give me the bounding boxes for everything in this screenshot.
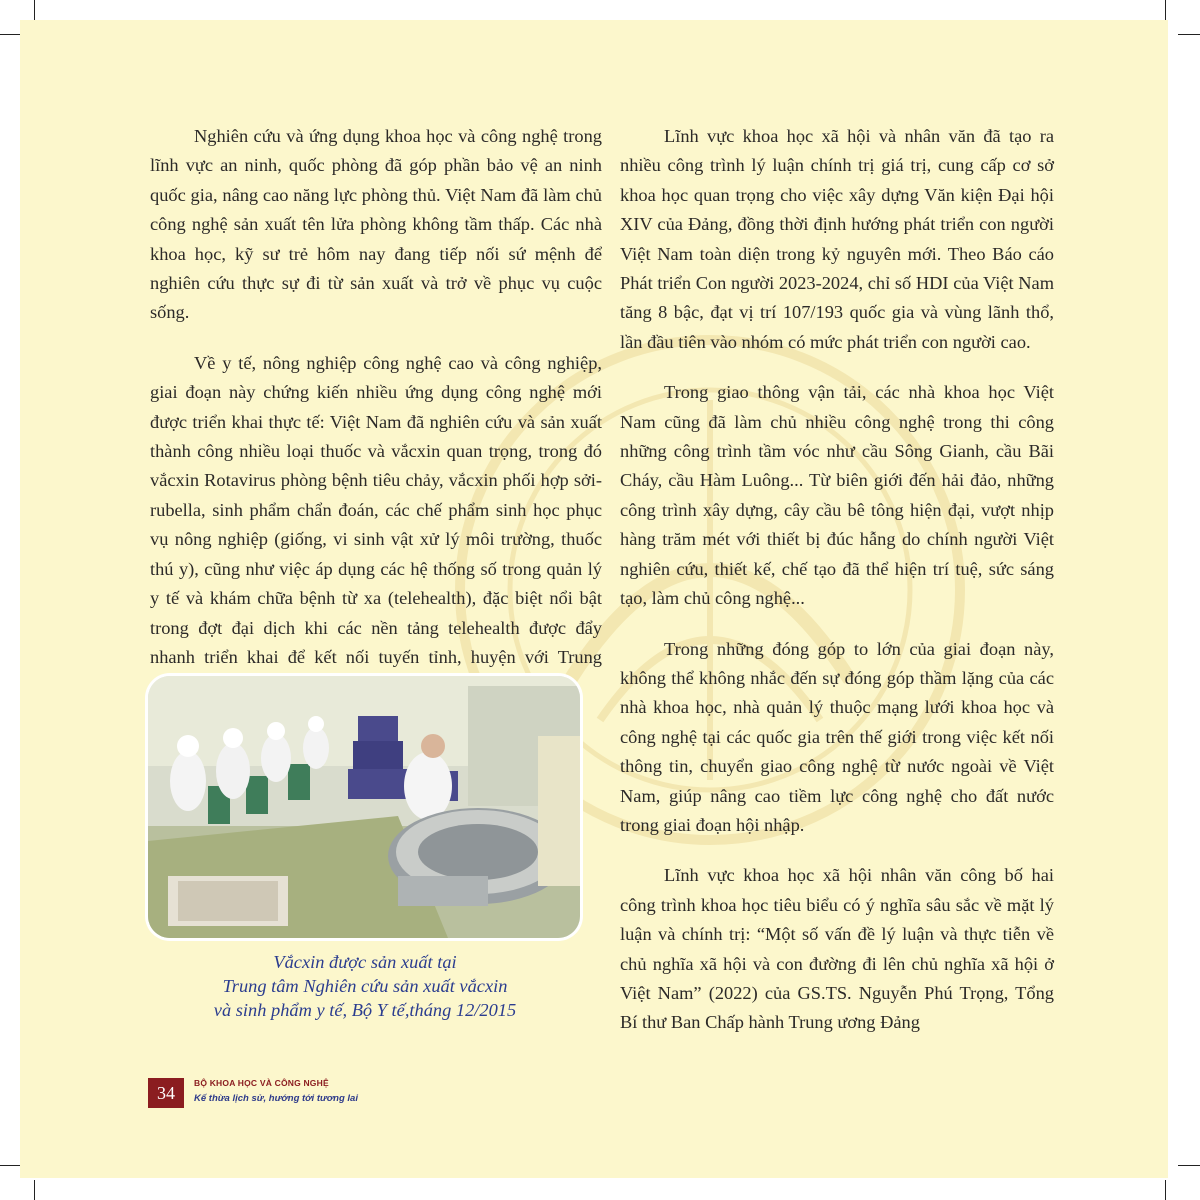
crop-mark (1165, 1180, 1166, 1200)
footer-title: BỘ KHOA HỌC VÀ CÔNG NGHỆ (194, 1078, 329, 1088)
document-page (20, 20, 1168, 1178)
photo-caption (170, 950, 560, 1022)
left-text-column (150, 122, 602, 723)
crop-mark (1178, 34, 1200, 35)
vaccine-lab-photo (148, 676, 580, 938)
crop-mark (1165, 0, 1166, 20)
paragraph: Trong giao thông vận tải, các nhà khoa học Việt Nam cũng đã làm chủ nhiều công nghệ trong thi công những công trình tầm vóc như cầu Sông Gianh, cầu Bãi Cháy, cầu Hàm Luông... Từ biên giới đến hải đảo, những công trình xây dựng, cây cầu bê tông hiện đại, vượt nhịp hàng trăm mét với thiết bị đúc hẫng do chính người Việt nghiên cứu, thiết kế, chế tạo đã thể hiện trí tuệ, sức sáng tạo, làm chủ công nghệ... (620, 382, 1054, 609)
page-number: 34 (148, 1078, 184, 1108)
paragraph: Lĩnh vực khoa học xã hội và nhân văn đã tạo ra nhiều công trình lý luận chính trị giá trị, cung cấp cơ sở khoa học quan trọng cho việc xây dựng Văn kiện Đại hội XIV của Đảng, đồng thời định hướng phát triển con người Việt Nam toàn diện trong kỷ nguyên mới. Theo Báo cáo Phát triển Con người 2023-2024, chỉ số HDI của Việt Nam tăng 8 bậc, đạt vị trí 107/193 quốc gia và vùng lãnh thổ, lần đầu tiên vào nhóm có mức phát triển con người cao. (620, 126, 1054, 352)
crop-mark (0, 34, 20, 35)
crop-mark (1178, 1165, 1200, 1166)
crop-mark (0, 1165, 20, 1166)
caption-line: Vắcxin được sản xuất tại (273, 952, 457, 972)
caption-line: Trung tâm Nghiên cứu sản xuất vắcxin (222, 976, 508, 996)
paragraph: Lĩnh vực khoa học xã hội nhân văn công bố hai công trình khoa học tiêu biểu có ý nghĩa sâu sắc về mặt lý luận và chính trị: “Một số vấn đề lý luận và thực tiễn về chủ nghĩa xã hội và con đường đi lên chủ nghĩa xã hội ở Việt Nam” (2022) của GS.TS. Nguyễn Phú Trọng, Tổng Bí thư Ban Chấp hành Trung ương Đảng (620, 865, 1054, 1033)
caption-line: và sinh phẩm y tế, Bộ Y tế,tháng 12/2015 (213, 1000, 517, 1020)
lab-scene-illustration (148, 676, 580, 938)
paragraph: Trong những đóng góp to lớn của giai đoạn này, không thể không nhắc đến sự đóng góp thầm lặng của các nhà khoa học, nhà quản lý thuộc mạng lưới khoa học và công nghệ tại các quốc gia trên thế giới trong việc kết nối thông tin, chuyển giao công nghệ từ nước ngoài về Việt Nam, giúp nâng cao tiềm lực công nghệ cho đất nước trong giai đoạn hội nhập. (620, 638, 1054, 835)
paragraph: Nghiên cứu và ứng dụng khoa học và công nghệ trong lĩnh vực an ninh, quốc phòng đã góp phần bảo vệ an ninh quốc gia, nâng cao năng lực phòng thủ. Việt Nam đã làm chủ công nghệ sản xuất tên lửa phòng không tầm thấp. Các nhà khoa học, kỹ sư trẻ hôm nay đang tiếp nối sứ mệnh để nghiên cứu thực sự đi từ sản xuất và trở về phục vụ cuộc sống. (150, 126, 602, 323)
crop-mark (34, 0, 35, 20)
footer-subtitle: Kế thừa lịch sử, hướng tới tương lai (194, 1093, 358, 1104)
paragraph: Về y tế, nông nghiệp công nghệ cao và công nghiệp, giai đoạn này chứng kiến nhiều ứng dụng công nghệ mới được triển khai thực tế: Việt Nam đã nghiên cứu và sản xuất thành công nhiều loại thuốc và vắcxin quan trọng, trong đó vắcxin Rotavirus phòng bệnh tiêu chảy, vắcxin phối hợp sởi-rubella, sinh phẩm chẩn đoán, các chế phẩm sinh học phục vụ nông nghiệp (giống, vi sinh vật xử lý môi trường, thuốc thú y), cũng như việc áp dụng các hệ thống số trong quản lý y tế và khám chữa bệnh từ xa (telehealth), đặc biệt nổi bật trong đợt đại dịch khi các nền tảng telehealth được đẩy nhanh triển khai để kết nối tuyến tỉnh, huyện với Trung (150, 352, 602, 667)
crop-mark (34, 1180, 35, 1200)
right-text-column (620, 122, 1054, 1059)
